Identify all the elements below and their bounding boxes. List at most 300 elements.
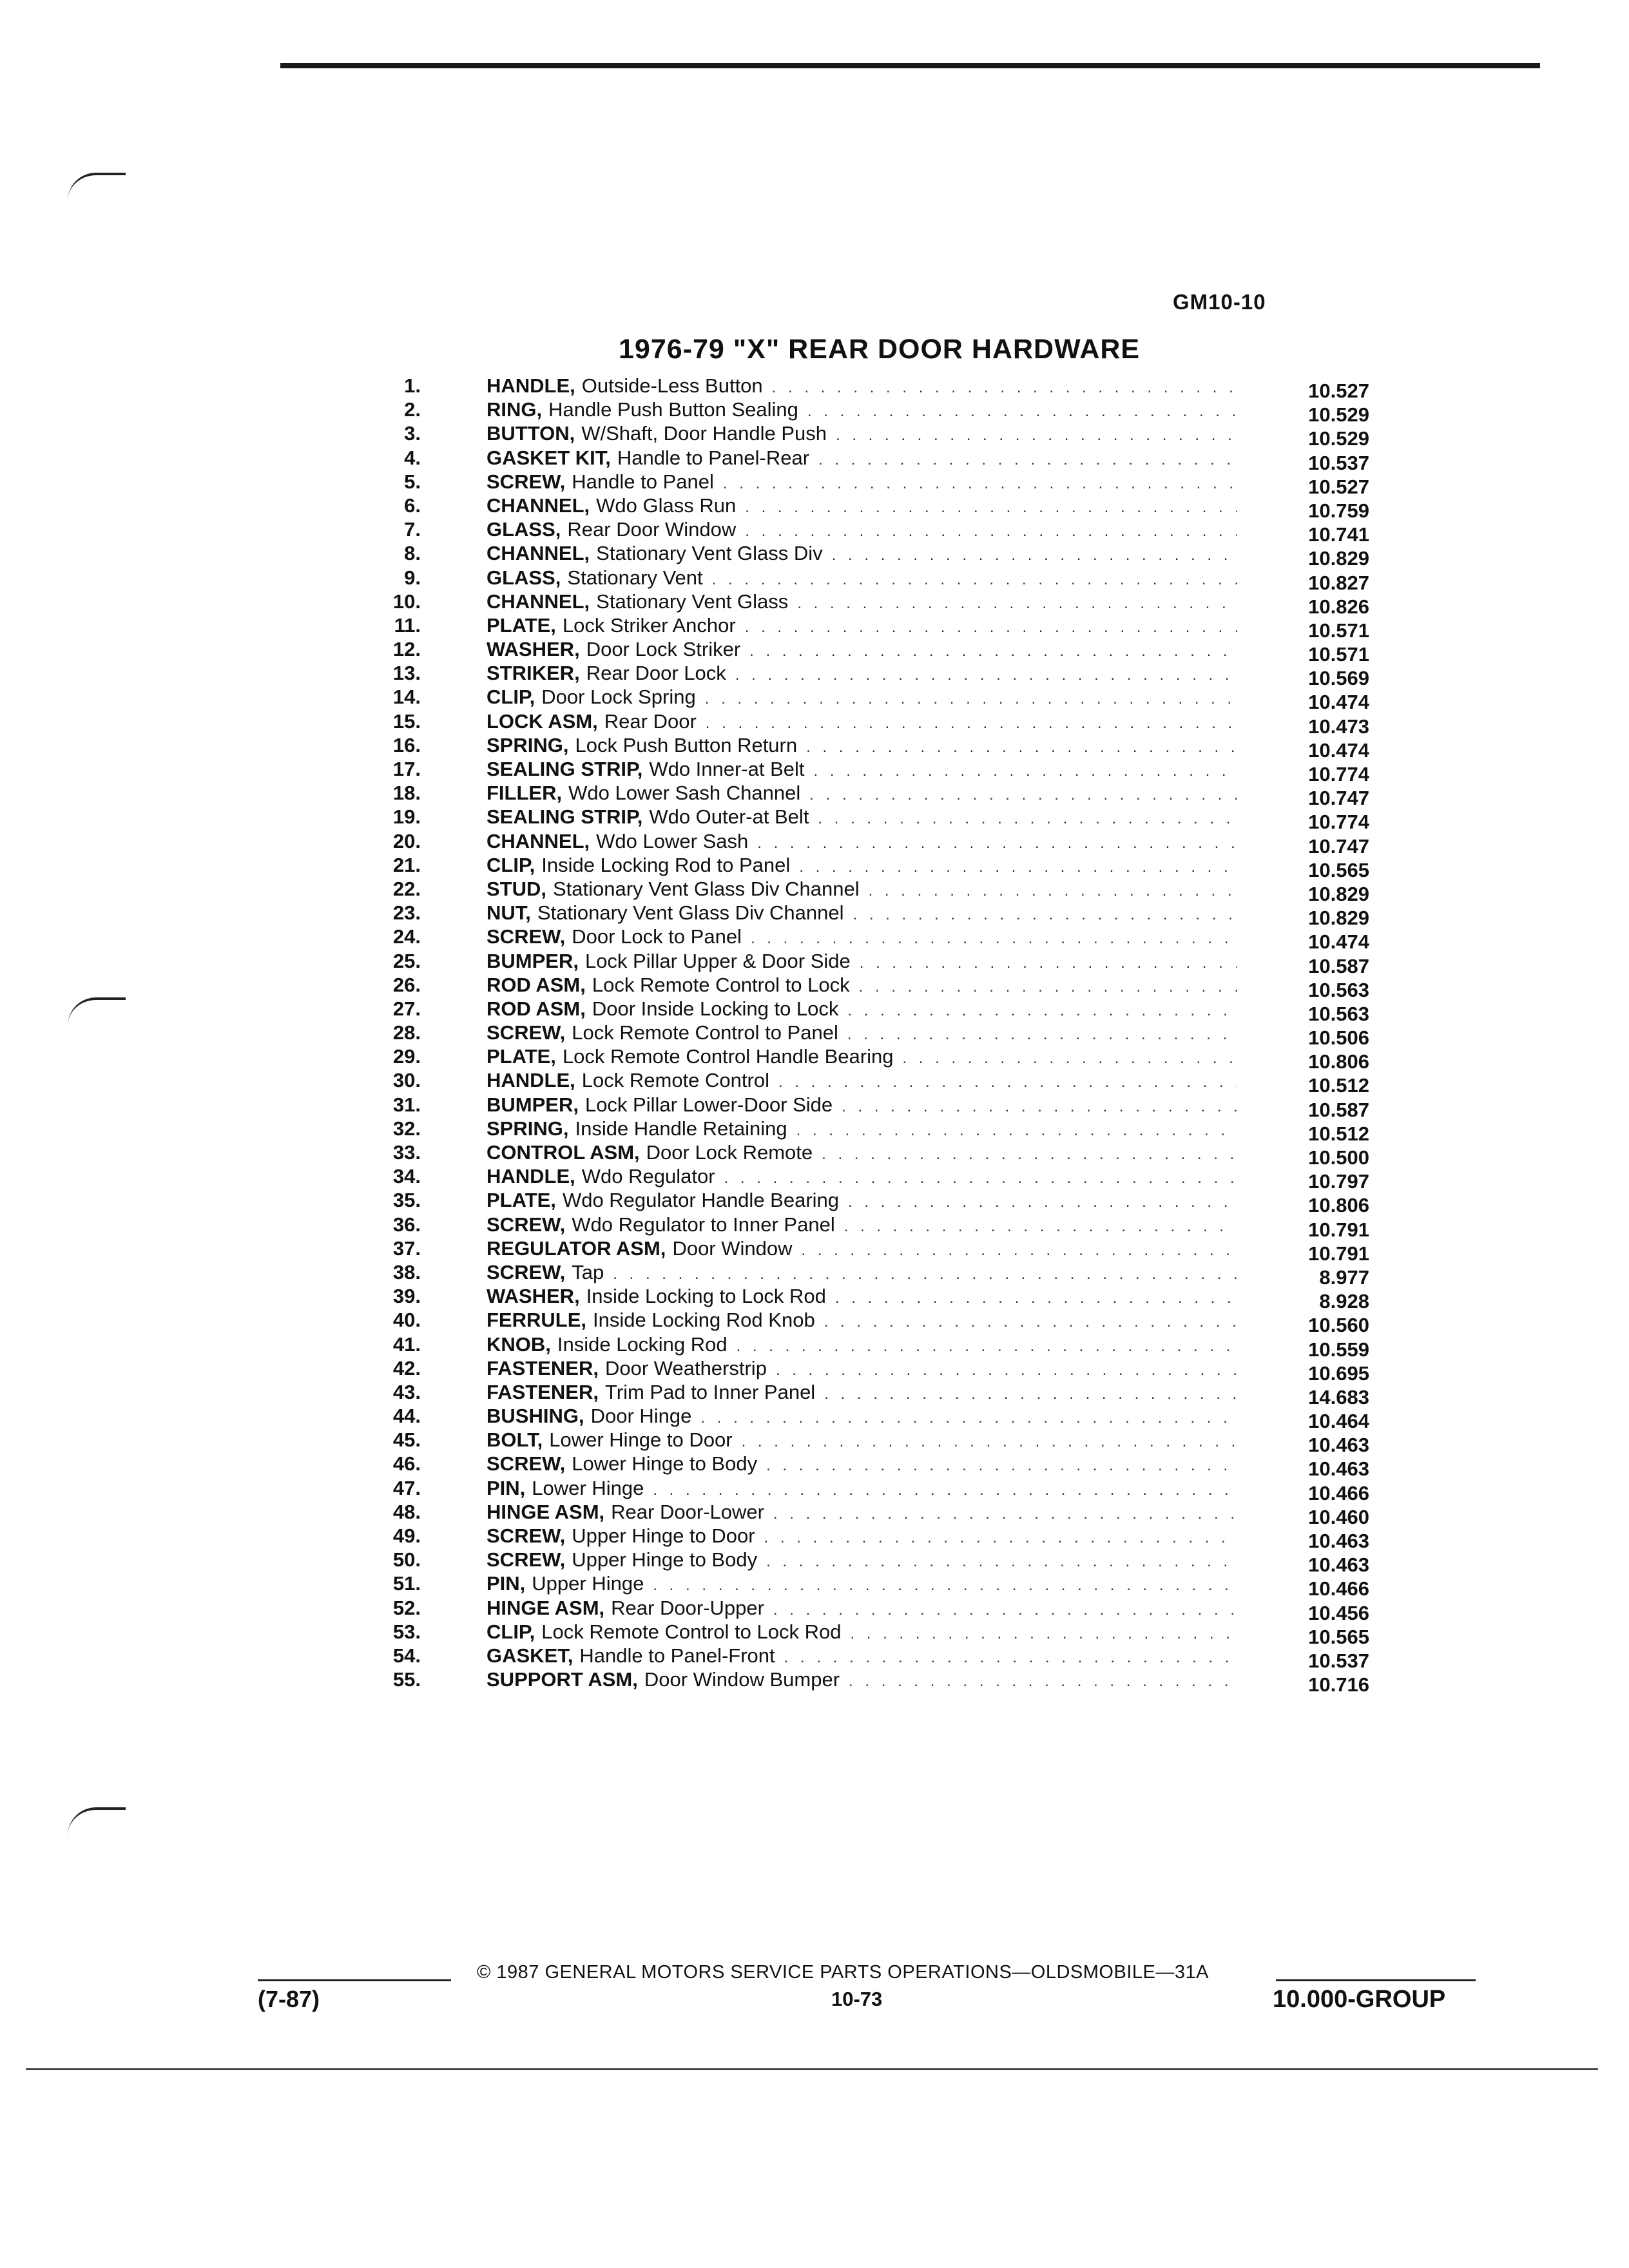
group-number: 10.463 [1308, 1530, 1369, 1552]
group-number: 10.527 [1308, 475, 1369, 498]
part-name: SEALING STRIP, [487, 758, 643, 780]
part-description [487, 1404, 1237, 1430]
part-detail: Door Inside Locking to Lock [592, 997, 839, 1020]
dot-leader [705, 687, 1237, 711]
part-number: 50. [392, 1548, 421, 1571]
group-number: 10.473 [1308, 715, 1369, 738]
part-detail: W/Shaft, Door Handle Push [581, 422, 827, 445]
page-title: 1976-79 "X" REAR DOOR HARDWARE [619, 334, 1141, 365]
part-description [487, 1164, 1237, 1190]
part-detail: Upper Hinge to Body [572, 1548, 758, 1571]
part-row [0, 925, 1629, 954]
part-number: 22. [392, 877, 421, 900]
part-number: 38. [392, 1260, 421, 1283]
part-detail: Lock Pillar Upper & Door Side [584, 949, 851, 972]
dot-leader [706, 711, 1237, 735]
group-number: 10.741 [1308, 523, 1369, 546]
part-row [0, 1213, 1629, 1241]
part-description [487, 566, 1237, 591]
group-number: 10.565 [1308, 858, 1369, 881]
part-row [0, 470, 1629, 498]
group-number: 10.463 [1308, 1457, 1369, 1481]
group-number: 10.571 [1308, 619, 1369, 642]
part-row [0, 853, 1629, 881]
group-number: 10.456 [1308, 1601, 1369, 1624]
dot-leader [847, 999, 1237, 1023]
part-detail: Inside Handle Retaining [575, 1117, 787, 1140]
part-detail: Stationary Vent Glass [596, 590, 789, 613]
dot-leader [847, 1023, 1237, 1046]
part-description [487, 781, 1237, 807]
part-name: FASTENER, [487, 1356, 599, 1379]
part-detail: Door Window Bumper [644, 1668, 840, 1691]
part-detail: Lock Striker Anchor [562, 613, 736, 637]
part-name: HANDLE, [487, 1069, 575, 1092]
part-name: PLATE, [487, 613, 556, 637]
dot-leader [653, 1478, 1237, 1502]
part-detail: Door Lock to Panel [572, 925, 742, 948]
group-number: 10.791 [1308, 1242, 1369, 1265]
part-detail: Lock Remote Control to Panel [572, 1021, 838, 1044]
part-row [0, 1308, 1629, 1337]
part-number: 36. [392, 1213, 421, 1236]
part-description [487, 517, 1237, 543]
part-number: 21. [392, 853, 421, 876]
part-name: STRIKER, [487, 662, 580, 685]
part-description [487, 1524, 1237, 1550]
part-name: FERRULE, [487, 1309, 586, 1332]
dot-leader [818, 807, 1237, 831]
dot-leader [723, 472, 1237, 495]
footer-rule-left [258, 1979, 451, 1981]
group-number: 10.537 [1308, 1649, 1369, 1672]
part-row [0, 1044, 1629, 1073]
part-number: 6. [404, 494, 421, 517]
part-detail: Lock Pillar Lower-Door Side [584, 1093, 833, 1116]
part-description [487, 1644, 1237, 1669]
part-row [0, 1644, 1629, 1672]
part-row [0, 1236, 1629, 1265]
part-row [0, 1620, 1629, 1648]
part-row [0, 494, 1629, 522]
part-detail: Handle to Panel-Front [579, 1644, 775, 1667]
part-description [487, 661, 1237, 687]
group-number: 10.466 [1308, 1577, 1369, 1600]
part-detail: Wdo Outer-at Belt [649, 805, 809, 829]
part-detail: Lower Hinge to Body [572, 1452, 758, 1475]
dot-leader [653, 1573, 1237, 1597]
group-number: 10.529 [1308, 427, 1369, 450]
dot-leader [745, 495, 1237, 519]
part-description [487, 1044, 1237, 1070]
part-detail: Tap [572, 1260, 604, 1283]
part-description [487, 1213, 1237, 1238]
part-detail: Lock Push Button Return [575, 733, 798, 756]
part-description [487, 901, 1237, 927]
group-number: 10.474 [1308, 691, 1369, 714]
part-row [0, 1452, 1629, 1481]
part-number: 51. [392, 1572, 421, 1595]
part-detail: Wdo Lower Sash Channel [568, 782, 801, 805]
dot-leader [842, 1095, 1237, 1119]
part-name: FILLER, [487, 782, 563, 805]
group-number: 10.695 [1308, 1361, 1369, 1385]
part-name: SCREW, [487, 1548, 566, 1571]
group-number: 10.826 [1308, 595, 1369, 618]
dot-leader [764, 1526, 1237, 1550]
dot-leader [772, 376, 1237, 399]
part-row [0, 1667, 1629, 1696]
part-description [487, 709, 1237, 735]
dot-leader [902, 1046, 1237, 1070]
part-description [487, 1667, 1237, 1693]
part-row [0, 1093, 1629, 1121]
part-row [0, 1428, 1629, 1457]
group-number: 14.683 [1308, 1385, 1369, 1408]
part-name: SCREW, [487, 1524, 566, 1547]
part-description [487, 757, 1237, 783]
part-name: HINGE ASM, [487, 1500, 605, 1523]
part-number: 12. [392, 638, 421, 661]
part-number: 42. [392, 1356, 421, 1379]
part-detail: Rear Door-Lower [611, 1500, 764, 1523]
part-row [0, 1332, 1629, 1361]
part-name: LOCK ASM, [487, 709, 598, 733]
part-row [0, 1164, 1629, 1193]
part-name: CONTROL ASM, [487, 1141, 640, 1164]
group-number: 10.747 [1308, 787, 1369, 810]
part-number: 46. [392, 1452, 421, 1475]
part-description [487, 1068, 1237, 1094]
part-number: 23. [392, 901, 421, 925]
part-name: CHANNEL, [487, 590, 590, 613]
part-number: 27. [392, 997, 421, 1020]
part-name: HANDLE, [487, 1165, 575, 1188]
dot-leader [824, 1382, 1237, 1406]
dot-leader [818, 448, 1237, 472]
part-description [487, 1380, 1237, 1406]
part-detail: Stationary Vent Glass Div Channel [537, 901, 844, 925]
part-row [0, 997, 1629, 1025]
part-name: GASKET KIT, [487, 446, 611, 469]
group-number: 10.466 [1308, 1481, 1369, 1504]
part-row [0, 590, 1629, 618]
part-name: CHANNEL, [487, 829, 590, 852]
part-name: SPRING, [487, 1117, 569, 1140]
part-row [0, 1596, 1629, 1624]
part-name: SEALING STRIP, [487, 805, 643, 829]
part-detail: Door Lock Striker [586, 638, 741, 661]
part-detail: Lock Remote Control to Lock Rod [541, 1620, 842, 1643]
dot-leader [737, 1334, 1237, 1358]
part-description [487, 1476, 1237, 1502]
part-detail: Door Weatherstrip [604, 1356, 767, 1379]
part-detail: Door Lock Spring [541, 686, 696, 709]
part-detail: Handle Push Button Sealing [548, 398, 798, 421]
dot-leader [797, 591, 1237, 615]
dot-leader [784, 1646, 1237, 1669]
dot-leader [757, 831, 1237, 855]
part-description [487, 494, 1237, 519]
part-row [0, 1021, 1629, 1050]
footer-rule-right [1276, 1979, 1476, 1981]
dot-leader [822, 1142, 1237, 1166]
dot-leader [859, 975, 1237, 999]
part-name: SCREW, [487, 1260, 566, 1283]
part-detail: Inside Locking to Lock Rod [586, 1285, 826, 1308]
dot-leader [749, 639, 1237, 663]
part-name: KNOB, [487, 1332, 551, 1356]
part-row [0, 805, 1629, 834]
part-row [0, 781, 1629, 810]
part-number: 29. [392, 1045, 421, 1068]
dot-leader [766, 1454, 1237, 1477]
part-number: 4. [404, 446, 421, 469]
part-description [487, 1260, 1237, 1286]
dot-leader [869, 879, 1237, 903]
part-number: 9. [404, 566, 421, 589]
part-description [487, 613, 1237, 639]
part-name: STUD, [487, 877, 546, 900]
part-row [0, 1356, 1629, 1385]
group-number: 8.977 [1319, 1265, 1369, 1289]
revision-date: (7-87) [258, 1986, 320, 2012]
part-name: WASHER, [487, 638, 580, 661]
part-row [0, 541, 1629, 570]
part-number: 35. [392, 1189, 421, 1212]
part-number: 3. [404, 422, 421, 445]
part-number: 17. [392, 758, 421, 780]
part-name: PIN, [487, 1476, 526, 1499]
part-detail: Inside Locking Rod [557, 1332, 728, 1356]
part-number: 34. [392, 1165, 421, 1188]
group-number: 10.587 [1308, 954, 1369, 977]
part-row [0, 829, 1629, 858]
group-number: 10.460 [1308, 1505, 1369, 1528]
copyright-line: © 1987 GENERAL MOTORS SERVICE PARTS OPERATIONS—OLDSMOBILE—31A [477, 1962, 1209, 1983]
part-number: 5. [404, 470, 421, 493]
part-number: 33. [392, 1141, 421, 1164]
part-description [487, 1140, 1237, 1166]
part-row [0, 901, 1629, 930]
part-row [0, 1068, 1629, 1097]
part-row [0, 1188, 1629, 1217]
dot-leader [766, 1550, 1237, 1573]
dot-leader [773, 1502, 1237, 1526]
part-row [0, 1380, 1629, 1408]
group-number: 10.797 [1308, 1170, 1369, 1193]
part-detail: Door Hinge [590, 1405, 692, 1428]
part-description [487, 1021, 1237, 1046]
dot-leader [799, 855, 1237, 879]
part-row [0, 398, 1629, 427]
part-detail: Stationary Vent [567, 566, 703, 589]
part-number: 49. [392, 1524, 421, 1547]
group-number: 10.559 [1308, 1338, 1369, 1361]
part-name: SUPPORT ASM, [487, 1668, 638, 1691]
group-number: 10.563 [1308, 1002, 1369, 1025]
part-name: HINGE ASM, [487, 1596, 605, 1619]
part-row [0, 733, 1629, 762]
group-number: 10.527 [1308, 380, 1369, 402]
part-name: PLATE, [487, 1189, 556, 1212]
part-detail: Wdo Lower Sash [596, 829, 749, 852]
group-number: 10.587 [1308, 1098, 1369, 1121]
part-detail: Lock Remote Control [581, 1069, 769, 1092]
part-number: 32. [392, 1117, 421, 1140]
part-number: 30. [392, 1069, 421, 1092]
part-number: 10. [392, 590, 421, 613]
part-name: BUMPER, [487, 949, 579, 972]
group-number: 10.571 [1308, 643, 1369, 666]
group-number: 10.463 [1308, 1553, 1369, 1577]
part-description [487, 1188, 1237, 1214]
part-name: SCREW, [487, 1452, 566, 1475]
dot-leader [742, 1430, 1237, 1454]
part-name: PLATE, [487, 1045, 556, 1068]
part-description [487, 829, 1237, 855]
group-number: 10.806 [1308, 1050, 1369, 1073]
part-number: 39. [392, 1285, 421, 1308]
dot-leader [824, 1310, 1237, 1334]
part-name: BUTTON, [487, 422, 575, 445]
part-number: 43. [392, 1380, 421, 1403]
part-number: 44. [392, 1405, 421, 1428]
bottom-rule [26, 2068, 1598, 2070]
group-number: 10.829 [1308, 882, 1369, 905]
group-number: 10.474 [1308, 930, 1369, 954]
part-name: FASTENER, [487, 1380, 599, 1403]
part-description [487, 877, 1237, 903]
part-number: 48. [392, 1500, 421, 1523]
part-number: 41. [392, 1332, 421, 1356]
dot-leader [712, 568, 1237, 591]
dot-leader [796, 1119, 1237, 1142]
part-number: 55. [392, 1668, 421, 1691]
part-row [0, 517, 1629, 546]
part-number: 52. [392, 1596, 421, 1619]
part-detail: Rear Door Window [567, 518, 737, 541]
dot-leader [850, 1622, 1237, 1646]
part-name: REGULATOR ASM, [487, 1236, 666, 1260]
part-description [487, 374, 1237, 399]
part-detail: Lock Remote Control Handle Bearing [562, 1045, 894, 1068]
part-detail: Door Lock Remote [646, 1141, 813, 1164]
part-name: SCREW, [487, 470, 566, 493]
dot-leader [860, 951, 1237, 975]
group-number: 10.829 [1308, 907, 1369, 930]
part-description [487, 398, 1237, 423]
part-description [487, 685, 1237, 711]
part-name: ROD ASM, [487, 973, 586, 996]
part-description [487, 1093, 1237, 1119]
part-number: 47. [392, 1476, 421, 1499]
part-name: CLIP, [487, 1620, 535, 1643]
part-name: PIN, [487, 1572, 526, 1595]
part-row [0, 446, 1629, 474]
dot-leader [844, 1215, 1237, 1238]
part-number: 26. [392, 973, 421, 996]
part-detail: Inside Locking Rod Knob [593, 1309, 815, 1332]
group-number: 10.506 [1308, 1026, 1369, 1050]
group-number: 10.774 [1308, 763, 1369, 785]
part-description [487, 805, 1237, 831]
part-description [487, 590, 1237, 615]
dot-leader [724, 1166, 1237, 1190]
part-description [487, 1620, 1237, 1646]
part-description [487, 733, 1237, 759]
part-detail: Upper Hinge to Door [572, 1524, 755, 1547]
part-description [487, 1571, 1237, 1597]
part-number: 7. [404, 518, 421, 541]
part-name: SPRING, [487, 733, 569, 756]
group-number: 10.500 [1308, 1146, 1369, 1169]
part-name: BUMPER, [487, 1093, 579, 1116]
part-description [487, 949, 1237, 975]
part-number: 13. [392, 662, 421, 685]
dot-leader [835, 1286, 1237, 1310]
part-description [487, 1428, 1237, 1454]
group-number: 10.806 [1308, 1194, 1369, 1217]
dot-leader [832, 543, 1237, 567]
part-detail: Wdo Inner-at Belt [649, 758, 805, 780]
part-description [487, 1596, 1237, 1622]
dot-leader [745, 615, 1237, 639]
group-number: 10.747 [1308, 834, 1369, 858]
part-name: SCREW, [487, 1021, 566, 1044]
part-row [0, 661, 1629, 690]
part-number: 40. [392, 1309, 421, 1332]
part-number: 54. [392, 1644, 421, 1667]
part-row [0, 421, 1629, 450]
part-number: 20. [392, 829, 421, 852]
part-description [487, 421, 1237, 447]
part-detail: Lower Hinge [532, 1476, 644, 1499]
part-number: 31. [392, 1093, 421, 1116]
part-description [487, 1332, 1237, 1358]
part-row [0, 877, 1629, 905]
group-number: 10.716 [1308, 1673, 1369, 1696]
group-number: 10.829 [1308, 547, 1369, 570]
part-description [487, 470, 1237, 495]
dot-leader [700, 1406, 1237, 1430]
part-name: HANDLE, [487, 374, 575, 397]
part-name: GASKET, [487, 1644, 574, 1667]
dot-leader [778, 1070, 1237, 1094]
part-name: SCREW, [487, 925, 566, 948]
part-number: 8. [404, 542, 421, 565]
part-number: 24. [392, 925, 421, 948]
part-description [487, 1356, 1237, 1382]
dot-leader [806, 735, 1237, 759]
dot-leader [853, 903, 1237, 927]
part-description [487, 1308, 1237, 1334]
part-number: 37. [392, 1236, 421, 1260]
part-description [487, 1500, 1237, 1526]
part-number: 2. [404, 398, 421, 421]
dot-leader [751, 927, 1237, 950]
part-row [0, 374, 1629, 402]
part-row [0, 685, 1629, 714]
part-detail: Inside Locking Rod to Panel [541, 853, 791, 876]
part-description [487, 1548, 1237, 1573]
dot-leader [802, 1238, 1238, 1262]
group-number: 10.512 [1308, 1122, 1369, 1145]
part-number: 15. [392, 709, 421, 733]
dot-leader [735, 663, 1237, 687]
group-label: 10.000-GROUP [1273, 1986, 1446, 2013]
part-row [0, 1117, 1629, 1145]
